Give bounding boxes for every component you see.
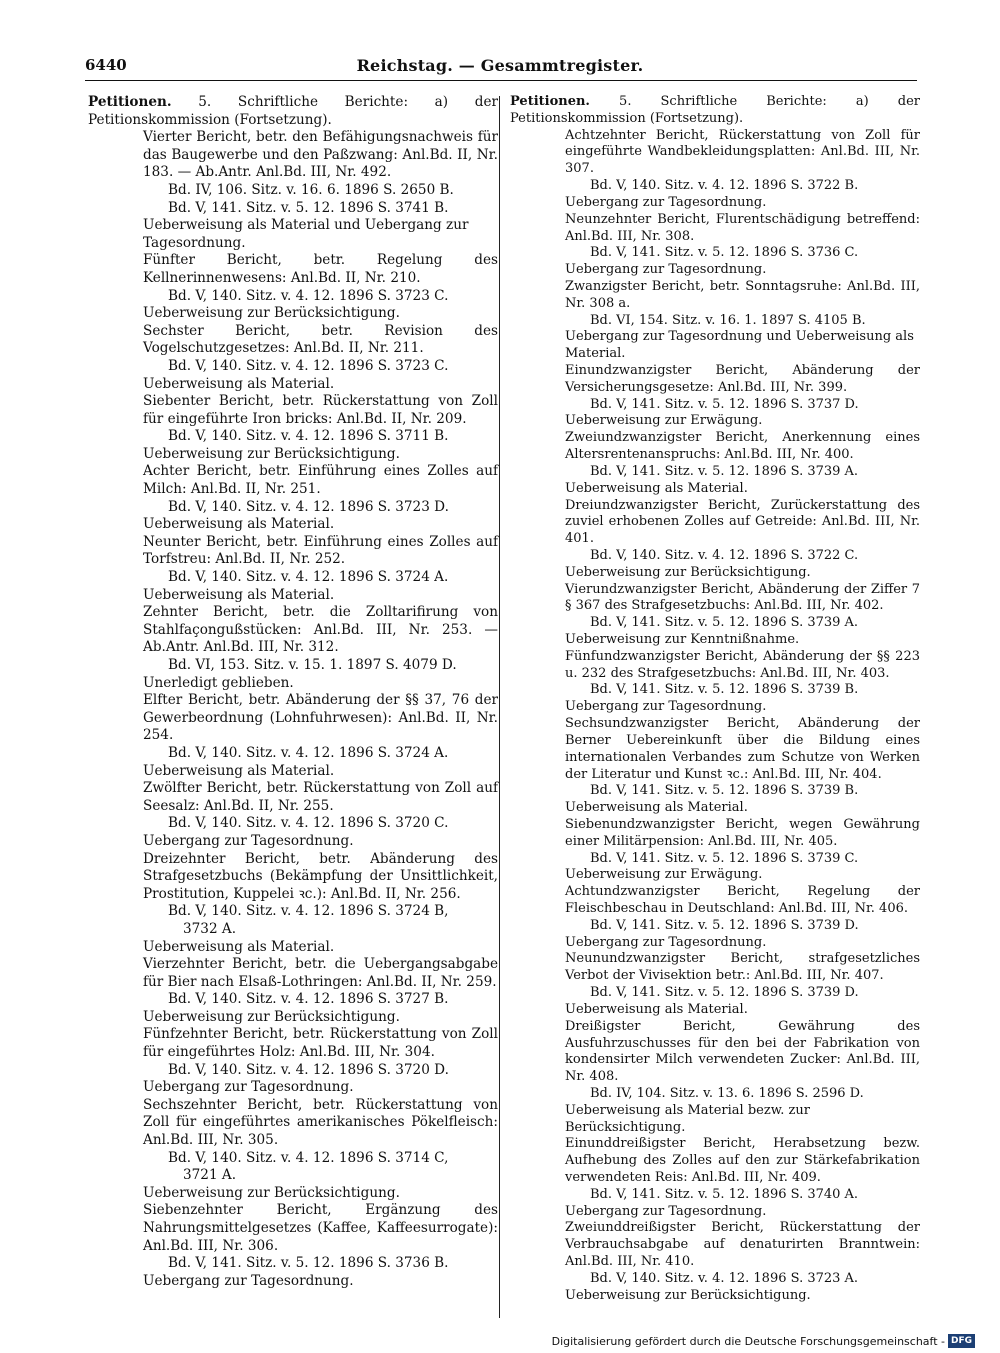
entry-outcome: Ueberweisung zur Berücksichtigung.: [143, 305, 400, 322]
section-heading-text: 5. Schriftliche Berichte: a) der Petitionskommission (Fortsetzung).: [510, 94, 920, 126]
entry-title: Einunddreißigster Bericht, Herabsetzung bezw. Aufhebung des Zolles auf den zur Stärkefabrikation verwendeten Reis: Anl.Bd. III, Nr. 409.: [565, 1136, 920, 1185]
index-entry: [510, 817, 920, 884]
right-column: [510, 94, 920, 1305]
index-entry: [510, 582, 920, 649]
index-entry: [510, 1019, 920, 1137]
left-column: [88, 94, 498, 1290]
entry-title: Sechsundzwanzigster Bericht, Abänderung der Berner Uebereinkunft über die Bildung eines internationalen Verbandes zum Schutze von Werken der Literatur und Kunst ꝛc.: Anl.Bd. III, Nr. 404.: [565, 716, 920, 782]
index-entry: [88, 463, 498, 533]
entry-outcome: Ueberweisung als Material bezw. zur Berücksichtigung.: [565, 1102, 810, 1135]
entry-outcome: Ueberweisung zur Berücksichtigung.: [143, 445, 400, 462]
entry-citation: Bd. V, 140. Sitz. v. 4. 12. 1896 S. 3711 B.: [168, 428, 449, 445]
entry-citation: Bd. V, 140. Sitz. v. 4. 12. 1896 S. 3714 C,: [168, 1149, 449, 1166]
entry-outcome: Ueberweisung als Material und Uebergang zur Tagesordnung.: [143, 217, 469, 251]
entry-outcome: Ueberweisung zur Berücksichtigung.: [143, 1184, 400, 1201]
entry-citation: Bd. V, 140. Sitz. v. 4. 12. 1896 S. 3720 C.: [168, 815, 449, 832]
index-entry: [510, 1136, 920, 1220]
entry-title: Sechszehnter Bericht, betr. Rückerstattung von Zoll für eingeführtes amerikanisches Pökelfleisch: Anl.Bd. III, Nr. 305.: [143, 1096, 498, 1149]
entry-title: Zweiunddreißigster Bericht, Rückerstattung der Verbrauchsabgabe auf denaturirten Branntwein: Anl.Bd. III, Nr. 410.: [565, 1220, 920, 1270]
index-entry: [510, 212, 920, 279]
entry-citation: Bd. V, 140. Sitz. v. 4. 12. 1896 S. 3724 B,: [168, 903, 449, 920]
entry-title: Zwanzigster Bericht, betr. Sonntagsruhe: Anl.Bd. III, Nr. 308 a.: [565, 278, 920, 311]
entry-outcome: Uebergang zur Tagesordnung.: [565, 194, 767, 210]
page-number: 6440: [85, 56, 127, 74]
entry-title: Fünfter Bericht, betr. Regelung des Kellnerinnenwesens: Anl.Bd. II, Nr. 210.: [143, 252, 498, 286]
entry-citation: Bd. V, 140. Sitz. v. 4. 12. 1896 S. 3724 A.: [168, 744, 449, 761]
entry-outcome: Ueberweisung zur Berücksichtigung.: [565, 1287, 811, 1303]
entry-citation: Bd. VI, 153. Sitz. v. 15. 1. 1897 S. 4079 D.: [168, 657, 457, 673]
entry-outcome: Ueberweisung als Material.: [565, 800, 748, 816]
entry-citation: Bd. V, 141. Sitz. v. 5. 12. 1896 S. 3739 C.: [590, 850, 859, 866]
entry-outcome: Ueberweisung als Material.: [143, 375, 335, 392]
entry-outcome: Uebergang zur Tagesordnung.: [565, 262, 767, 278]
entry-outcome: Uebergang zur Tagesordnung.: [565, 699, 767, 715]
footer: [552, 1334, 975, 1348]
index-entry: [88, 692, 498, 780]
index-entry: [510, 649, 920, 716]
index-entry: [510, 498, 920, 582]
entry-citation: Bd. V, 140. Sitz. v. 4. 12. 1896 S. 3722 B.: [590, 178, 859, 194]
entry-outcome: Ueberweisung zur Berücksichtigung.: [143, 1008, 400, 1025]
index-entry: [88, 323, 498, 393]
footer-credit: Digitalisierung gefördert durch die Deutsche Forschungsgemeinschaft -: [551, 1334, 945, 1348]
section-heading: [510, 94, 920, 128]
index-entry: [88, 780, 498, 850]
entry-title: Einundzwanzigster Bericht, Abänderung der Versicherungsgesetze: Anl.Bd. III, Nr. 399.: [565, 363, 920, 395]
entry-outcome: Uebergang zur Tagesordnung.: [565, 934, 767, 950]
entry-citation-continued: 3732 A.: [183, 920, 237, 937]
entry-title: Vierundzwanzigster Bericht, Abänderung der Ziffer 7 § 367 des Strafgesetzbuchs: Anl.Bd. III, Nr. 402.: [565, 581, 920, 614]
entry-title: Achtundzwanzigster Bericht, Regelung der Fleischbeschau in Deutschland: Anl.Bd. III, Nr. 406.: [565, 884, 920, 916]
index-entry: [88, 956, 498, 1026]
entry-outcome: Unerledigt geblieben.: [143, 674, 294, 691]
index-entry: [510, 884, 920, 951]
entry-citation-continued: 3721 A.: [183, 1167, 237, 1184]
entry-citation: Bd. V, 141. Sitz. v. 5. 12. 1896 S. 3739 B.: [590, 783, 859, 799]
entry-outcome: Ueberweisung zur Erwägung.: [565, 413, 763, 429]
index-entry: [510, 1220, 920, 1304]
entry-title: Achtzehnter Bericht, Rückerstattung von Zoll für eingeführte Wandbekleidungsplatten: Anl.Bd. III, Nr. 307.: [565, 127, 920, 177]
entry-title: Neunzehnter Bericht, Flurentschädigung betreffend: Anl.Bd. III, Nr. 308.: [565, 211, 920, 244]
page-header: [0, 0, 1000, 80]
entry-outcome: Uebergang zur Tagesordnung.: [143, 1079, 354, 1096]
entry-citation: Bd. IV, 106. Sitz. v. 16. 6. 1896 S. 2650 B.: [168, 181, 454, 198]
entry-citation: Bd. V, 140. Sitz. v. 4. 12. 1896 S. 3723 C.: [168, 287, 449, 304]
header-rule: [85, 80, 917, 81]
entry-citation: Bd. V, 140. Sitz. v. 4. 12. 1896 S. 3720 D.: [168, 1061, 449, 1078]
entry-outcome: Ueberweisung zur Erwägung.: [565, 867, 763, 883]
index-entry: [88, 851, 498, 957]
entry-outcome: Ueberweisung als Material.: [143, 586, 335, 603]
entry-title: Fünfundzwanzigster Bericht, Abänderung der §§ 223 u. 232 des Strafgesetzbuchs: Anl.Bd. III, Nr. 403.: [565, 648, 920, 681]
index-entry: [88, 393, 498, 463]
entry-outcome: Ueberweisung als Material.: [565, 1001, 748, 1017]
entry-citation: Bd. V, 141. Sitz. v. 5. 12. 1896 S. 3741 B.: [168, 199, 449, 216]
entry-citation: Bd. V, 140. Sitz. v. 4. 12. 1896 S. 3723 D.: [168, 498, 449, 515]
entry-citation: Bd. V, 141. Sitz. v. 5. 12. 1896 S. 3739 D.: [590, 985, 859, 1001]
index-entry: [88, 604, 498, 692]
entry-citation: Bd. V, 140. Sitz. v. 4. 12. 1896 S. 3724 A.: [168, 569, 449, 586]
entry-outcome: Uebergang zur Tagesordnung.: [565, 1203, 767, 1219]
entry-citation: Bd. V, 141. Sitz. v. 5. 12. 1896 S. 3739 B.: [590, 682, 859, 698]
index-entry: [510, 279, 920, 363]
running-title: Reichstag. — Gesammtregister.: [356, 56, 644, 75]
entry-title: Siebenundzwanzigster Bericht, wegen Gewährung einer Militärpension: Anl.Bd. III, Nr. 405.: [565, 816, 920, 849]
entry-citation: Bd. V, 141. Sitz. v. 5. 12. 1896 S. 3740 A.: [590, 1186, 859, 1202]
index-entry: [510, 128, 920, 212]
entry-outcome: Uebergang zur Tagesordnung und Ueberweisung als Material.: [565, 329, 914, 362]
entry-citation: Bd. V, 141. Sitz. v. 5. 12. 1896 S. 3737 D.: [590, 396, 859, 412]
entry-title: Achter Bericht, betr. Einführung eines Zolles auf Milch: Anl.Bd. II, Nr. 251.: [143, 463, 498, 498]
entry-title: Vierter Bericht, betr. den Befähigungsnachweis für das Baugewerbe und den Paßzwang: Anl.Bd. II, Nr. 183. — Ab.Antr. Anl.Bd. III, Nr. 492.: [143, 129, 498, 181]
entry-outcome: Ueberweisung als Material.: [143, 762, 335, 779]
entry-citation: Bd. V, 140. Sitz. v. 4. 12. 1896 S. 3723 A.: [590, 1270, 859, 1286]
entry-title: Fünfzehnter Bericht, betr. Rückerstattung von Zoll für eingeführtes Holz: Anl.Bd. III, Nr. 304.: [143, 1026, 498, 1061]
entry-title: Zehnter Bericht, betr. die Zolltarifirung von Stahlfaçongußstücken: Anl.Bd. III, Nr. 253. — Ab.Antr. Anl.Bd. III, Nr. 312.: [143, 604, 498, 656]
entry-title: Neunundzwanzigster Bericht, strafgesetzliches Verbot der Vivisektion betr.: Anl.Bd. III, Nr. 407.: [565, 951, 920, 984]
entry-title: Siebenzehnter Bericht, Ergänzung des Nahrungsmittelgesetzes (Kaffee, Kaffeesurrogate): Anl.Bd. III, Nr. 306.: [143, 1202, 498, 1254]
entry-title: Dreißigster Bericht, Gewährung des Ausfuhrzuschusses für den bei der Fabrikation von kondensirter Milch verwendeten Zucker: Anl.Bd. III, Nr. 408.: [565, 1018, 920, 1085]
entry-citation: Bd. V, 141. Sitz. v. 5. 12. 1896 S. 3739 A.: [590, 463, 859, 479]
entry-outcome: Ueberweisung als Material.: [565, 480, 748, 496]
entry-title: Neunter Bericht, betr. Einführung eines Zolles auf Torfstreu: Anl.Bd. II, Nr. 252.: [143, 533, 498, 568]
entry-outcome: Uebergang zur Tagesordnung.: [143, 1272, 354, 1289]
entry-citation: Bd. V, 140. Sitz. v. 4. 12. 1896 S. 3722 C.: [590, 547, 859, 563]
section-heading: [88, 94, 498, 129]
index-entry: [88, 1097, 498, 1203]
index-entry: [510, 430, 920, 497]
entry-outcome: Uebergang zur Tagesordnung.: [143, 832, 354, 849]
entry-outcome: Ueberweisung zur Berücksichtigung.: [565, 564, 811, 580]
entry-outcome: Ueberweisung zur Kenntnißnahme.: [565, 632, 800, 647]
entry-title: Dreiundzwanzigster Bericht, Zurückerstattung des zuviel erhobenen Zolles auf Getreide: Anl.Bd. III, Nr. 401.: [565, 497, 920, 547]
index-entry: [510, 716, 920, 817]
entry-title: Sechster Bericht, betr. Revision des Vogelschutzgesetzes: Anl.Bd. II, Nr. 211.: [143, 322, 498, 357]
index-entry: [88, 252, 498, 322]
column-divider: [499, 96, 500, 1318]
entry-outcome: Ueberweisung als Material.: [143, 938, 335, 955]
entry-citation: Bd. V, 141. Sitz. v. 5. 12. 1896 S. 3739 A.: [590, 615, 859, 631]
entry-title: Vierzehnter Bericht, betr. die Uebergangsabgabe für Bier nach Elsaß-Lothringen: Anl.Bd. II, Nr. 259.: [143, 956, 498, 990]
entry-title: Siebenter Bericht, betr. Rückerstattung von Zoll für eingeführte Iron bricks: Anl.Bd. II, Nr. 209.: [143, 393, 498, 427]
index-entry: [88, 534, 498, 604]
entry-citation: Bd. VI, 154. Sitz. v. 16. 1. 1897 S. 4105 B.: [590, 312, 866, 328]
index-entry: [88, 1202, 498, 1290]
dfg-logo: DFG: [948, 1334, 975, 1348]
entry-outcome: Ueberweisung als Material.: [143, 516, 335, 533]
index-entry: [510, 363, 920, 430]
entry-citation: Bd. IV, 104. Sitz. v. 13. 6. 1896 S. 2596 D.: [590, 1085, 864, 1101]
entry-title: Zwölfter Bericht, betr. Rückerstattung von Zoll auf Seesalz: Anl.Bd. II, Nr. 255.: [143, 780, 498, 814]
entry-citation: Bd. V, 141. Sitz. v. 5. 12. 1896 S. 3736 B.: [168, 1255, 449, 1272]
section-heading-bold: Petitionen.: [510, 94, 590, 109]
entry-citation: Bd. V, 140. Sitz. v. 4. 12. 1896 S. 3723 C.: [168, 357, 449, 374]
index-entry: [88, 1026, 498, 1096]
section-heading-text: 5. Schriftliche Berichte: a) der Petitionskommission (Fortsetzung).: [88, 94, 498, 128]
entry-title: Elfter Bericht, betr. Abänderung der §§ 37, 76 der Gewerbeordnung (Lohnfuhrwesen): Anl.Bd. II, Nr. 254.: [143, 692, 498, 744]
index-entry: [510, 951, 920, 1018]
entry-title: Dreizehnter Bericht, betr. Abänderung des Strafgesetzbuchs (Bekämpfung der Unsittlichkeit, Prostitution, Kuppelei ꝛc.): Anl.Bd. II, Nr. 256.: [143, 850, 498, 902]
index-entry: [88, 129, 498, 252]
entry-citation: Bd. V, 141. Sitz. v. 5. 12. 1896 S. 3736 C.: [590, 245, 859, 261]
entry-title: Zweiundzwanzigster Bericht, Anerkennung eines Altersrentenanspruchs: Anl.Bd. III, Nr. 400.: [565, 430, 920, 463]
entry-citation: Bd. V, 140. Sitz. v. 4. 12. 1896 S. 3727 B.: [168, 991, 449, 1008]
section-heading-bold: Petitionen.: [88, 94, 172, 110]
entry-citation: Bd. V, 141. Sitz. v. 5. 12. 1896 S. 3739 D.: [590, 917, 859, 933]
